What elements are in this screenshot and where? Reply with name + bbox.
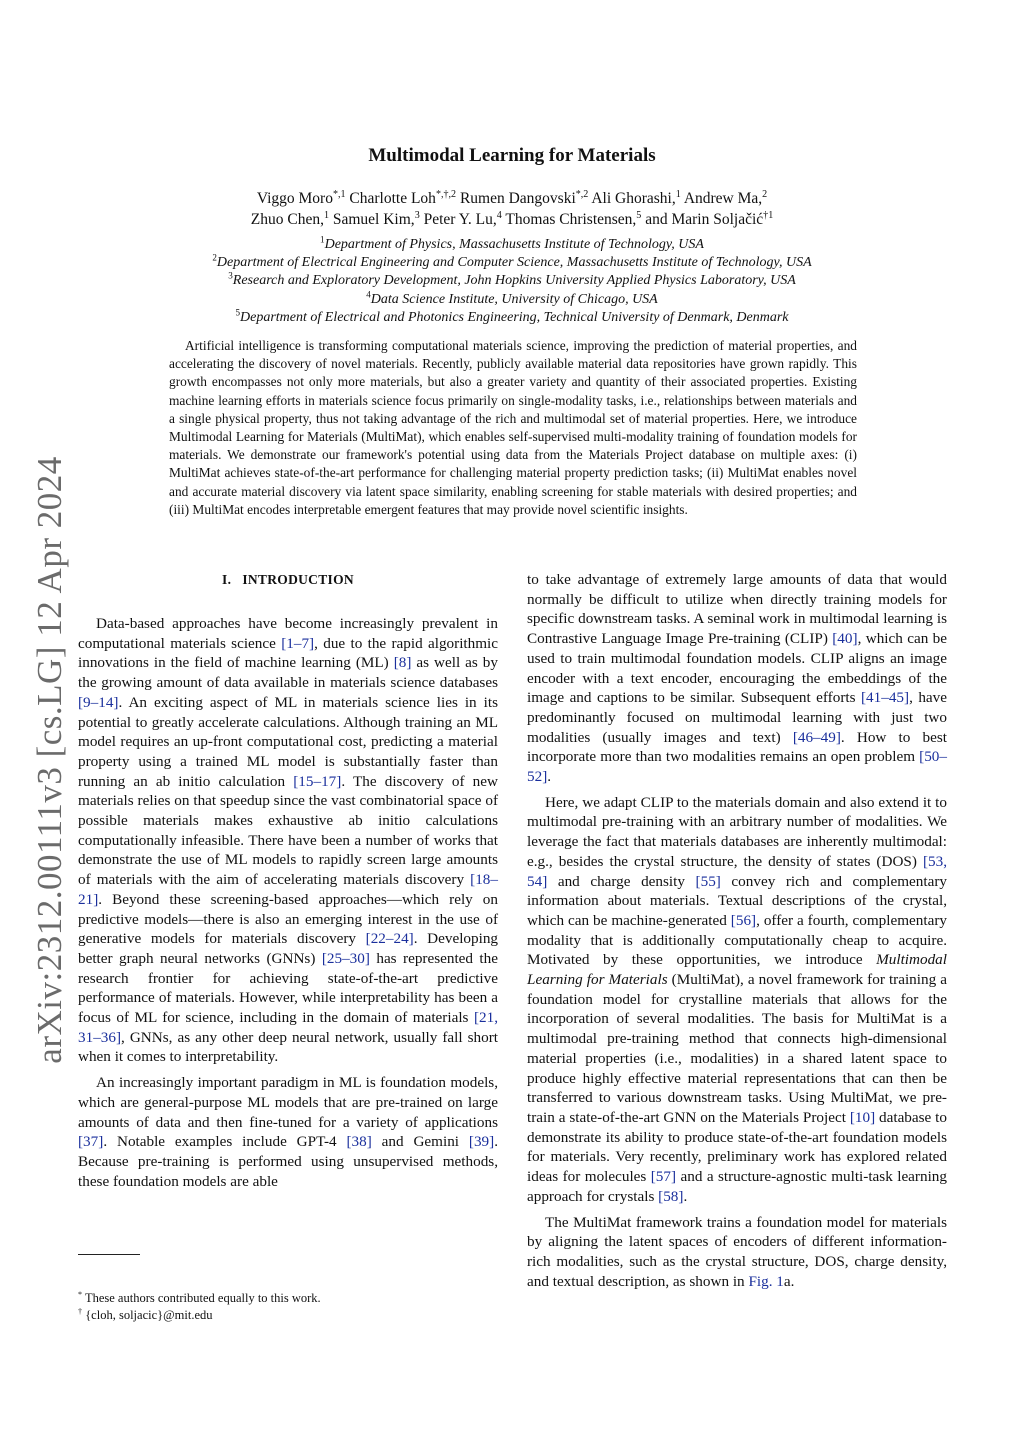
citation-link[interactable]: [8] bbox=[393, 654, 412, 672]
citation-link[interactable]: [57] bbox=[650, 1168, 677, 1186]
citation-link[interactable]: [9–14] bbox=[78, 693, 119, 711]
citation-link[interactable]: [38] bbox=[346, 1133, 372, 1151]
author-affiliation-mark: 1 bbox=[675, 188, 681, 200]
text-run: . Beyond these screening-based approaches—which rely on predictive models—there is also an emerging interest in the use of generative models for materials discovery bbox=[78, 890, 498, 948]
text-run: , due to the rapid algorithmic innovations in the field of machine learning (ML) bbox=[78, 634, 499, 672]
author-list bbox=[0, 188, 1024, 230]
affiliation bbox=[0, 309, 1024, 327]
citation-link[interactable]: Fig. 1 bbox=[748, 1272, 784, 1290]
text-run: has represented the research frontier for achieving state-of-the-art predictive performance of materials. However, while interpretability has been a focus of ML for science, including in the domain of materials bbox=[78, 949, 498, 1027]
text-run: and charge density bbox=[547, 872, 696, 890]
citation-link[interactable]: [25–30] bbox=[321, 949, 370, 967]
citation-link[interactable]: [21, 31–36] bbox=[78, 1009, 498, 1046]
author-name: Zhuo Chen, bbox=[250, 211, 324, 228]
author-line-2 bbox=[0, 209, 1024, 230]
citation-link[interactable]: [18–21] bbox=[78, 871, 498, 908]
affiliation bbox=[0, 288, 1024, 309]
text-run: to take advantage of extremely large amounts of data that would normally be difficult to utilize when directly training models for specific downstream tasks. A seminal work in multimodal learning is Contrastive Language Image Pre-training (CLIP) bbox=[527, 571, 947, 648]
citation-link[interactable]: [10] bbox=[849, 1108, 876, 1126]
paper-title: Multimodal Learning for Materials bbox=[368, 145, 656, 166]
author-name: Viggo Moro bbox=[256, 190, 333, 207]
citation-link[interactable]: [1–7] bbox=[281, 634, 315, 652]
footnote bbox=[78, 1307, 498, 1324]
emphasis-text: Multimodal Learning for Materials bbox=[527, 951, 947, 989]
affiliation-mark: 4 bbox=[366, 288, 371, 299]
affiliation bbox=[0, 272, 1024, 290]
left-column bbox=[78, 570, 498, 1197]
affiliation-text: Data Science Institute, University of Chicago, USA bbox=[370, 291, 658, 307]
body-paragraph bbox=[527, 1213, 947, 1292]
right-column bbox=[527, 570, 947, 1297]
author-affiliation-mark: 1 bbox=[323, 209, 329, 221]
author-name: Samuel Kim, bbox=[332, 211, 415, 228]
text-run: , offer a fourth, complementary modality that is additionally computationally cheap to acquire. Motivated by these opportunities, we introduce bbox=[527, 911, 947, 969]
text-run: and Gemini bbox=[371, 1133, 469, 1151]
text-run: . The discovery of new materials relies on that speedup since the vast combinatorial space of possible materials makes exhaustive ab initio calculations computationally infeasible. There have been a number of works that demonstrate the use of ML models to rapidly screen large amounts of materials with the aim of accelerating materials discovery bbox=[78, 772, 498, 889]
author-affiliation-mark: 2 bbox=[762, 188, 768, 200]
citation-link[interactable]: [22–24] bbox=[365, 930, 414, 948]
affiliation-list bbox=[0, 236, 1024, 327]
section-heading bbox=[78, 570, 498, 590]
citation-link[interactable]: [37] bbox=[78, 1133, 104, 1151]
citation-link[interactable]: [53, 54] bbox=[527, 852, 947, 890]
text-run: as well as by the growing amount of data available in materials science databases bbox=[78, 654, 498, 692]
affiliation bbox=[0, 254, 1024, 272]
affiliation-mark: 1 bbox=[320, 234, 325, 245]
citation-link[interactable]: [15–17] bbox=[293, 772, 342, 790]
text-run: a. bbox=[783, 1272, 795, 1290]
text-run: . How to best incorporate more than two modalities remains an open problem bbox=[527, 728, 948, 766]
footnote-text: {cloh, soljacic}@mit.edu bbox=[82, 1308, 213, 1322]
text-run: , have predominantly focused on multimodal learning with just two modalities (usually images and text) bbox=[527, 689, 948, 746]
citation-link[interactable]: [41–45] bbox=[860, 689, 910, 707]
section-title: INTRODUCTION bbox=[242, 572, 354, 587]
citation-link[interactable]: [56] bbox=[730, 911, 757, 929]
footnote bbox=[78, 1290, 498, 1307]
affiliation-text: Department of Physics, Massachusetts Institute of Technology, USA bbox=[324, 237, 704, 252]
author-name: Thomas Christensen, bbox=[505, 211, 637, 228]
text-run: . An exciting aspect of ML in materials science lies in its potential to greatly accelerate calculations. Although training an ML model requires an up-front computational cost, predicting a material property using a trained ML model is substantially faster than running an ab initio calculation bbox=[78, 693, 498, 790]
author-name: Andrew Ma, bbox=[683, 190, 763, 207]
author-affiliation-mark: *,2 bbox=[575, 188, 589, 200]
author-affiliation-mark: †1 bbox=[763, 209, 774, 221]
citation-link[interactable]: [40] bbox=[832, 630, 858, 648]
footnote-rule bbox=[78, 1254, 140, 1255]
footnotes bbox=[78, 1290, 498, 1324]
affiliation-text: Department of Electrical and Photonics Engineering, Technical University of Denmark, Denmark bbox=[240, 309, 789, 325]
author-name: Ali Ghorashi, bbox=[591, 190, 676, 207]
text-run: , which can be used to train multimodal foundation models. CLIP aligns an image encoder with a text encoder, encouraging the embeddings of the image and captions to be similar. Subsequent efforts bbox=[527, 630, 947, 707]
affiliation-text: Research and Exploratory Development, John Hopkins University Applied Physics Laboratory, USA bbox=[232, 273, 796, 289]
text-run: . Developing better graph neural networks (GNNs) bbox=[78, 930, 499, 967]
citation-link[interactable]: [50–52] bbox=[527, 748, 947, 786]
arxiv-identifier-sidebar bbox=[30, 450, 70, 1070]
author-line-1 bbox=[0, 188, 1024, 209]
text-run: . Because pre-training is performed using unsupervised methods, these foundation models are able bbox=[78, 1133, 498, 1190]
text-run: . bbox=[683, 1187, 688, 1205]
body-paragraph bbox=[78, 614, 498, 1067]
text-run: , GNNs, as any other deep neural network, usually fall short when it comes to interpretability. bbox=[78, 1028, 498, 1066]
citation-link[interactable]: [39] bbox=[468, 1133, 495, 1151]
footnote-mark: * bbox=[78, 1289, 83, 1299]
body-paragraph bbox=[527, 570, 947, 787]
affiliation-text: Department of Electrical Engineering and Computer Science, Massachusetts Institute of Technology, USA bbox=[216, 255, 812, 271]
text-run: An increasingly important paradigm in ML is foundation models, which are general-purpose ML models that are pre-trained on large amounts of data and then fine-tuned for a variety of applications bbox=[78, 1074, 498, 1131]
citation-link[interactable]: [46–49] bbox=[792, 728, 841, 746]
affiliation-mark: 2 bbox=[212, 252, 217, 263]
text-run: database to demonstrate its ability to produce state-of-the-art foundation models for materials. Very recently, preliminary work has explored related ideas for molecules bbox=[527, 1108, 947, 1186]
section-number: I. bbox=[222, 572, 232, 587]
author-affiliation-mark: *,1 bbox=[332, 188, 346, 200]
author-name: and Marin Soljačić bbox=[645, 211, 764, 228]
author-name: Charlotte Loh bbox=[349, 190, 436, 207]
citation-link[interactable]: [55] bbox=[695, 872, 721, 890]
author-name: Peter Y. Lu, bbox=[423, 211, 497, 228]
abstract: Artificial intelligence is transforming computational materials science, improving the prediction of material properties, and accelerating the discovery of novel materials. Recently, publicly available material data repositories have grown rapidly. This growth encompasses not only more materials, but also a greater variety and quantity of their associated properties. Existing machine learning efforts in materials science focus primarily on single-modality tasks, i.e., relationships between materials and a single physical property, thus not taking advantage of the rich and multimodal set of material properties. Here, we introduce Multimodal Learning for Materials (MultiMat), which enables self-supervised multi-modality training of foundation models for materials. We demonstrate our framework's potential using data from the Materials Project database on multiple axes: (i) MultiMat achieves state-of-the-art performance for challenging material property prediction tasks; (ii) MultiMat enables novel and accurate material discovery via latent space similarity, enabling screening for stable materials with desired properties; and (iii) MultiMat encodes interpretable emergent features that may provide novel scientific insights. bbox=[169, 338, 857, 517]
body-paragraph bbox=[78, 1073, 498, 1191]
text-run: The MultiMat framework trains a foundation model for materials by aligning the latent spaces of encoders of different information-rich modalities, such as the crystal structure, DOS, charge density, and textual description, as shown in bbox=[527, 1213, 947, 1290]
author-affiliation-mark: 5 bbox=[636, 209, 642, 221]
text-run: Data-based approaches have become increasingly prevalent in computational materials science bbox=[78, 615, 498, 652]
text-run: . Notable examples include GPT-4 bbox=[103, 1133, 347, 1151]
arxiv-identifier: arXiv:2312.00111v3 [cs.LG] 12 Apr 2024 bbox=[30, 456, 69, 1064]
text-run: and a structure-agnostic multi-task learning approach for crystals bbox=[527, 1168, 947, 1205]
affiliation-mark: 5 bbox=[235, 307, 241, 318]
footnote-mark: † bbox=[78, 1306, 83, 1316]
author-affiliation-mark: 3 bbox=[414, 209, 420, 221]
text-run: convey rich and complementary information about materials. Textual descriptions of the crystal, which can be machine-generated bbox=[527, 872, 948, 929]
text-run: . bbox=[547, 768, 552, 786]
footnote-text: These authors contributed equally to this work. bbox=[82, 1291, 321, 1305]
author-affiliation-mark: *,†,2 bbox=[435, 188, 457, 200]
text-run: Here, we adapt CLIP to the materials domain and also extend it to multimodal pre-training with an arbitrary number of modalities. We leverage the fact that materials databases are inherently multimodal: e.g., besides the crystal structure, the density of states (DOS) bbox=[527, 793, 947, 870]
affiliation bbox=[0, 236, 1024, 254]
author-name: Rumen Dangovski bbox=[459, 190, 576, 207]
body-paragraph bbox=[527, 793, 947, 1207]
affiliation-mark: 3 bbox=[228, 270, 233, 281]
author-affiliation-mark: 4 bbox=[496, 209, 502, 221]
citation-link[interactable]: [58] bbox=[658, 1187, 684, 1205]
text-run: (MultiMat), a novel framework for training a foundation model for crystalline materials that allows for the incorporation of several modalities. The basis for MultiMat is a multimodal pre-training method that connects high-dimensional material properties (i.e., modalities) in a shared latent space to produce highly effective material representations that can then be transferred to various downstream tasks. Using MultiMat, we pre-train a state-of-the-art GNN on the Materials Project bbox=[527, 971, 947, 1126]
